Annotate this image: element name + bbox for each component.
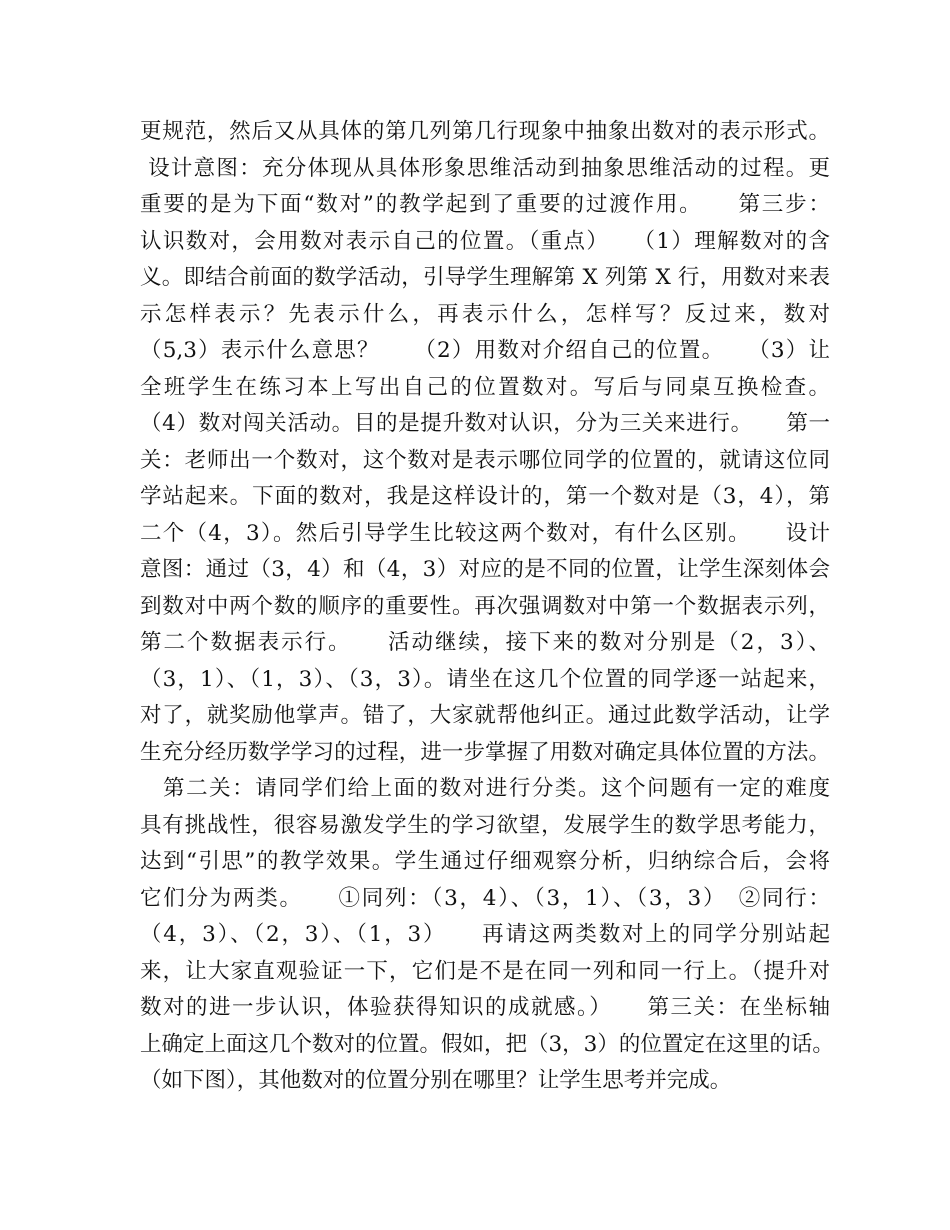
- text-line-6: 示怎样表示？先表示什么，再表示什么，怎样写？反过来，数对: [140, 301, 830, 327]
- text-line-23: （4，3）、（2，3）、（1，3） 再请这两类数对上的同学分别站起: [140, 922, 830, 947]
- text-line-4: 认识数对，会用数对表示自己的位置。（重点） （1）理解数对的含: [140, 228, 830, 254]
- text-line-17: 对了，就奖励他掌声。错了，大家就帮他纠正。通过此数学活动，让学: [140, 703, 830, 728]
- text-line-22: 它们分为两类。 ①同列：（3，4）、（3，1）、（3，3） ②同行：: [140, 885, 830, 911]
- text-line-16: （3，1）、（1，3）、（3，3）。请坐在这几个位置的同学逐一站起来，: [140, 666, 830, 692]
- text-line-2: 设计意图：充分体现从具体形象思维活动到抽象思维活动的过程。更: [140, 155, 830, 181]
- text-line-3: 重要的是为下面“数对”的教学起到了重要的过渡作用。 第三步：: [140, 192, 830, 217]
- text-line-8: 全班学生在练习本上写出自己的位置数对。写后与同桌互换检查。: [140, 374, 830, 400]
- text-line-1: 更规范，然后又从具体的第几列第几行现象中抽象出数对的表示形式。: [140, 119, 830, 144]
- text-line-9: （4）数对闯关活动。目的是提升数对认识，分为三关来进行。 第一: [140, 411, 830, 436]
- text-line-5: 义。即结合前面的数学活动，引导学生理解第 X 列第 X 行，用数对来表: [140, 265, 830, 290]
- text-line-25: 数对的进一步认识，体验获得知识的成就感。） 第三关：在坐标轴: [140, 995, 830, 1020]
- text-line-13: 意图：通过（3，4）和（4，3）对应的是不同的位置，让学生深刻体会: [140, 557, 830, 582]
- text-line-21: 达到“引思”的教学效果。学生通过仔细观察分析，归纳综合后，会将: [140, 849, 830, 874]
- text-line-27: （如下图），其他数对的位置分别在哪里？让学生思考并完成。: [140, 1068, 732, 1093]
- text-line-26: 上确定上面这几个数对的位置。假如，把（3，3）的位置定在这里的话。: [140, 1031, 834, 1057]
- text-line-7: （5,3）表示什么意思？ （2）用数对介绍自己的位置。 （3）让: [140, 338, 830, 363]
- body-text: [140, 114, 834, 1100]
- text-line-12: 二个（4，3）。然后引导学生比较这两个数对，有什么区别。 设计: [140, 520, 830, 546]
- text-line-14: 到数对中两个数的顺序的重要性。再次强调数对中第一个数据表示列，: [140, 593, 830, 619]
- text-line-24: 来，让大家直观验证一下，它们是不是在同一列和同一行上。（提升对: [140, 958, 830, 984]
- text-line-19: 第二关：请同学们给上面的数对进行分类。这个问题有一定的难度: [140, 776, 830, 801]
- text-line-18: 生充分经历数学学习的过程，进一步掌握了用数对确定具体位置的方法。: [140, 739, 830, 765]
- text-line-20: 具有挑战性，很容易激发学生的学习欲望，发展学生的数学思考能力，: [140, 812, 830, 838]
- text-line-10: 关：老师出一个数对，这个数对是表示哪位同学的位置的，就请这位同: [140, 447, 830, 473]
- text-line-15: 第二个数据表示行。 活动继续，接下来的数对分别是（2，3）、: [140, 630, 830, 655]
- text-line-11: 学站起来。下面的数对，我是这样设计的，第一个数对是（3，4），第: [140, 484, 830, 509]
